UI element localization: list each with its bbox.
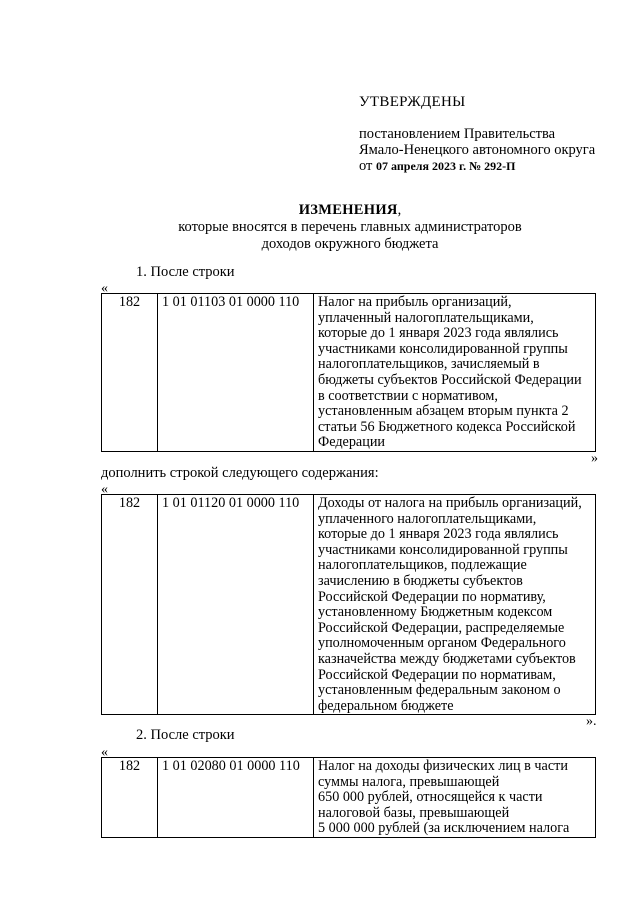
revenue-name-line: казначейства между бюджетами субъектов bbox=[318, 650, 576, 667]
section-2-heading: 2. После строки bbox=[136, 727, 235, 743]
revenue-name-cell bbox=[314, 758, 596, 838]
title-main: ИЗМЕНЕНИЯ bbox=[298, 202, 398, 218]
resolution-date-line bbox=[359, 158, 595, 174]
revenue-name-line: статьи 56 Бюджетного кодекса Российской bbox=[318, 418, 576, 435]
addition-heading: дополнить строкой следующего содержания: bbox=[101, 465, 379, 481]
revenue-name-line: которые до 1 января 2023 года являлись bbox=[318, 526, 559, 543]
title-line-2: которые вносятся в перечень главных администраторов bbox=[178, 219, 522, 235]
revenue-name-line: установленным абзацем вторым пункта 2 bbox=[318, 403, 569, 420]
revenue-name-line: в соответствии с нормативом, bbox=[318, 387, 498, 404]
revenue-name-line: уплаченного налогоплательщиками, bbox=[318, 510, 537, 527]
admin-code-cell: 182 bbox=[102, 758, 158, 838]
section-1-open-quote: « bbox=[101, 281, 108, 296]
resolution-block bbox=[359, 126, 595, 174]
title-line-3: доходов окружного бюджета bbox=[261, 236, 439, 252]
revenue-name-line: Российской Федерации, распределяемые bbox=[318, 619, 565, 636]
revenue-name-line: 5 000 000 рублей (за исключением налога bbox=[318, 820, 570, 837]
section-1-heading: 1. После строки bbox=[136, 264, 235, 280]
section-1-close-quote: » bbox=[591, 451, 598, 466]
kbk-code-cell: 1 01 01120 01 0000 110 bbox=[158, 495, 314, 715]
revenue-name-line: бюджеты субъектов Российской Федерации bbox=[318, 371, 582, 388]
addition-table bbox=[101, 494, 596, 715]
revenue-name-line: налогоплательщиков, подлежащие bbox=[318, 557, 527, 574]
revenue-name-line: Российской Федерации по нормативу, bbox=[318, 588, 546, 605]
section-2-open-quote: « bbox=[101, 745, 108, 760]
approved-label: УТВЕРЖДЕНЫ bbox=[359, 94, 466, 110]
admin-code-cell: 182 bbox=[102, 495, 158, 715]
addition-open-quote: « bbox=[101, 482, 108, 497]
section-1-table bbox=[101, 293, 596, 452]
revenue-name-line: суммы налога, превышающей bbox=[318, 773, 500, 790]
document-title bbox=[0, 202, 640, 253]
revenue-name-line: уполномоченным органом Федерального bbox=[318, 635, 566, 652]
revenue-name-line: зачислению в бюджеты субъектов bbox=[318, 572, 523, 589]
table-row bbox=[102, 495, 596, 715]
revenue-name-line: которые до 1 января 2023 года являлись bbox=[318, 325, 559, 342]
date-prefix: от bbox=[359, 158, 373, 174]
resolution-line-1: постановлением Правительства bbox=[359, 126, 556, 142]
revenue-name-line: 650 000 рублей, относящейся к части bbox=[318, 789, 543, 806]
resolution-line-2: Ямало-Ненецкого автономного округа bbox=[359, 142, 596, 158]
revenue-name-line: участниками консолидированной группы bbox=[318, 541, 568, 558]
title-main-suffix: , bbox=[397, 202, 402, 218]
revenue-name-line: федеральном бюджете bbox=[318, 697, 454, 714]
admin-code-cell: 182 bbox=[102, 294, 158, 452]
revenue-name-cell bbox=[314, 294, 596, 452]
kbk-code-cell: 1 01 02080 01 0000 110 bbox=[158, 758, 314, 838]
revenue-name-cell bbox=[314, 495, 596, 715]
revenue-name-line: налоговой базы, превышающей bbox=[318, 804, 510, 821]
resolution-date: 07 апреля 2023 г. № 292-П bbox=[376, 159, 516, 173]
section-2-table bbox=[101, 757, 596, 838]
revenue-name-line: установленным федеральным законом о bbox=[318, 682, 561, 699]
revenue-name-line: Налог на доходы физических лиц в части bbox=[318, 758, 568, 774]
title-main-line bbox=[0, 202, 640, 219]
revenue-name-line: участниками консолидированной группы bbox=[318, 340, 568, 357]
revenue-name-line: налогоплательщиков, зачисляемый в bbox=[318, 356, 540, 373]
table-row bbox=[102, 758, 596, 838]
revenue-name-line: Доходы от налога на прибыль организаций, bbox=[318, 495, 582, 511]
addition-close-quote: ». bbox=[586, 714, 597, 729]
revenue-name-line: Российской Федерации по нормативам, bbox=[318, 666, 556, 683]
revenue-name-line: Федерации bbox=[318, 434, 386, 451]
revenue-name-line: Налог на прибыль организаций, bbox=[318, 294, 512, 310]
revenue-name-line: уплаченный налогоплательщиками, bbox=[318, 309, 534, 326]
kbk-code-cell: 1 01 01103 01 0000 110 bbox=[158, 294, 314, 452]
revenue-name-line: установленному Бюджетным кодексом bbox=[318, 604, 553, 621]
table-row bbox=[102, 294, 596, 452]
